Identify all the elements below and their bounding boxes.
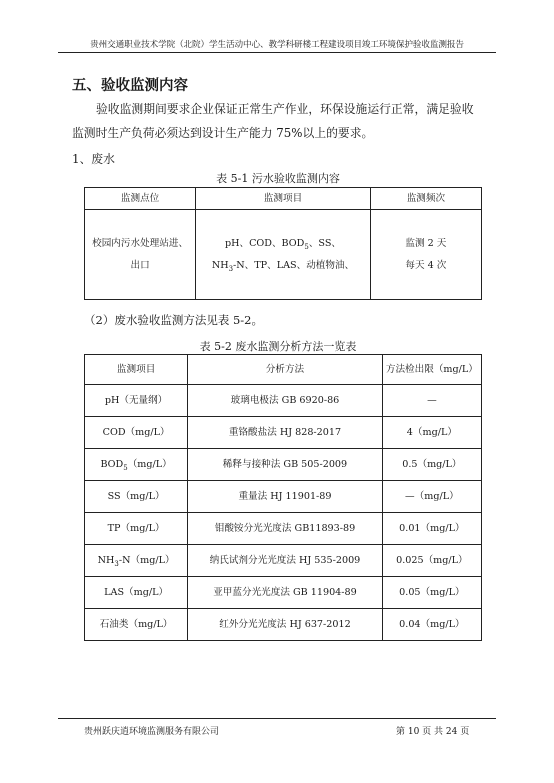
table-row (85, 481, 482, 513)
cell-item: SS（mg/L） (85, 481, 188, 513)
page-header: 贵州交通职业技术学院（北院）学生活动中心、教学科研楼工程建设项目竣工环境保护验收监测报告 (90, 40, 464, 50)
cell-frequency-line-1: 监测 2 天 (405, 237, 447, 249)
cell-method: 纳氏试剂分光光度法 HJ 535-2009 (188, 545, 383, 577)
method-note: （2）废水验收监测方法见表 5-2。 (84, 313, 263, 327)
table-row (85, 577, 482, 609)
paragraph-line-2: 监测时生产负荷必须达到设计生产能力 75%以上的要求。 (72, 126, 374, 140)
cell-item: COD（mg/L） (85, 417, 188, 449)
item-text-b: （mg/L） (127, 458, 172, 470)
table-row (85, 609, 482, 641)
table-row (85, 385, 482, 417)
table-5-1-caption: 表 5-1 污水验收监测内容 (216, 172, 340, 185)
col-header-method: 分析方法 (188, 355, 383, 385)
cell-limit: 0.01（mg/L） (382, 513, 481, 545)
section-title: 五、验收监测内容 (72, 77, 188, 94)
table-row (85, 545, 482, 577)
header-divider (58, 52, 496, 53)
cell-limit: 0.5（mg/L） (382, 449, 481, 481)
items-subscript-2: 3 (228, 264, 234, 273)
cell-limit: 4（mg/L） (382, 417, 481, 449)
col-header-frequency: 监测频次 (370, 188, 481, 210)
paragraph-line-1: 验收监测期间要求企业保证正常生产作业，环保设施运行正常，满足验收 (96, 102, 474, 116)
cell-items-line-2 (198, 255, 368, 277)
cell-frequency (370, 210, 481, 300)
cell-method: 稀释与接种法 GB 505-2009 (188, 449, 383, 481)
cell-method: 玻璃电极法 GB 6920-86 (188, 385, 383, 417)
table-5-2 (84, 354, 482, 641)
table-5-1 (84, 187, 482, 300)
cell-method: 红外分光光度法 HJ 637-2012 (188, 609, 383, 641)
items-text-a: pH、COD、BOD (224, 237, 305, 249)
cell-item: pH（无量纲） (85, 385, 188, 417)
item-text-a: BOD (100, 458, 124, 470)
items-text-c: NH (211, 259, 229, 271)
cell-limit: 0.05（mg/L） (382, 577, 481, 609)
table-row (85, 513, 482, 545)
item-text-a: NH (97, 554, 115, 566)
cell-method: 钼酸铵分光光度法 GB11893-89 (188, 513, 383, 545)
items-text-b: 、SS、 (308, 237, 341, 249)
subsection-title: 1、废水 (72, 152, 115, 166)
cell-item: TP（mg/L） (85, 513, 188, 545)
cell-method: 重铬酸盐法 HJ 828-2017 (188, 417, 383, 449)
footer-divider (58, 718, 496, 719)
cell-items (196, 210, 371, 300)
col-header-item: 监测项目 (85, 355, 188, 385)
item-subscript: 5 (123, 463, 128, 472)
table-row (85, 449, 482, 481)
item-subscript: 3 (114, 559, 119, 568)
table-row (85, 417, 482, 449)
table-header-row (85, 188, 482, 210)
cell-site-line-2: 出口 (130, 259, 150, 271)
table-header-row (85, 355, 482, 385)
items-text-d: -N、TP、LAS、动植物油、 (233, 259, 355, 271)
footer-company: 贵州跃庆逍环境监测服务有限公司 (84, 727, 220, 737)
item-text-b: -N（mg/L） (118, 554, 175, 566)
cell-site-line-1: 校园内污水处理站进、 (92, 237, 189, 249)
cell-limit: 0.04（mg/L） (382, 609, 481, 641)
cell-item: LAS（mg/L） (85, 577, 188, 609)
cell-limit: —（mg/L） (382, 481, 481, 513)
cell-item (85, 449, 188, 481)
cell-item (85, 545, 188, 577)
col-header-items: 监测项目 (196, 188, 371, 210)
cell-limit: — (382, 385, 481, 417)
cell-limit: 0.025（mg/L） (382, 545, 481, 577)
footer-page-number: 第 10 页 共 24 页 (396, 727, 470, 737)
cell-frequency-line-2: 每天 4 次 (405, 259, 447, 271)
cell-item: 石油类（mg/L） (85, 609, 188, 641)
col-header-site: 监测点位 (85, 188, 196, 210)
col-header-limit: 方法检出限（mg/L） (382, 355, 481, 385)
cell-items-line-1 (198, 233, 368, 255)
cell-site (85, 210, 196, 300)
items-subscript: 5 (304, 242, 309, 251)
cell-method: 重量法 HJ 11901-89 (188, 481, 383, 513)
table-5-2-caption: 表 5-2 废水监测分析方法一览表 (199, 340, 357, 353)
cell-method: 亚甲蓝分光光度法 GB 11904-89 (188, 577, 383, 609)
table-row (85, 210, 482, 300)
